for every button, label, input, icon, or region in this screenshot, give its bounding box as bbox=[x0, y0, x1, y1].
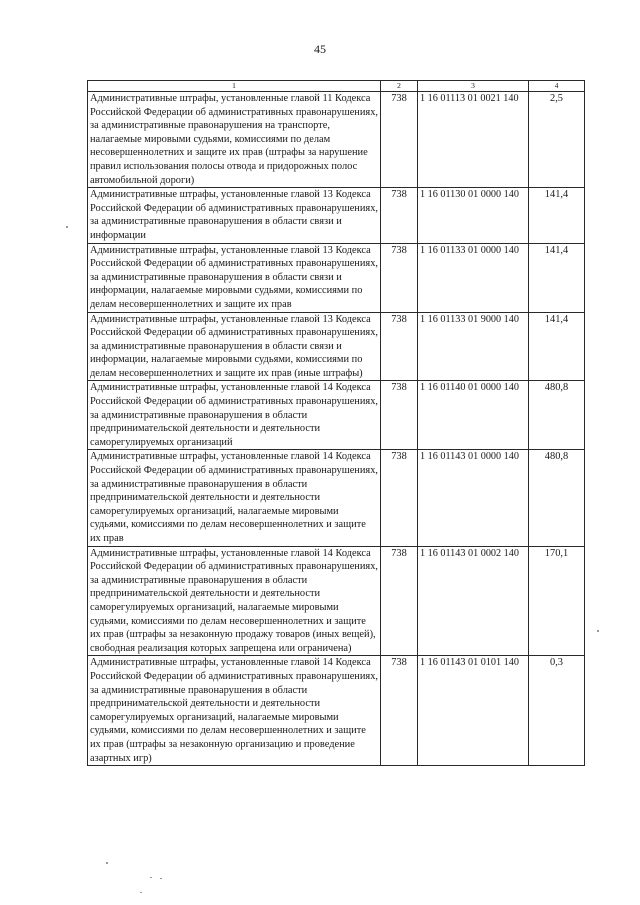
row-amount: 141,4 bbox=[529, 312, 585, 381]
row-amount: 141,4 bbox=[529, 188, 585, 243]
header-col-3: 3 bbox=[418, 81, 529, 92]
row-kbk-code: 1 16 01113 01 0021 140 bbox=[418, 92, 529, 188]
budget-revenue-table bbox=[87, 80, 585, 766]
table-header-row bbox=[88, 81, 585, 92]
table-row bbox=[88, 92, 585, 188]
header-col-1: 1 bbox=[88, 81, 381, 92]
row-admin-code: 738 bbox=[381, 450, 418, 546]
table-row bbox=[88, 450, 585, 546]
row-amount: 0,3 bbox=[529, 656, 585, 766]
row-amount: 170,1 bbox=[529, 546, 585, 656]
row-amount: 480,8 bbox=[529, 450, 585, 546]
row-kbk-code: 1 16 01130 01 0000 140 bbox=[418, 188, 529, 243]
table-row bbox=[88, 312, 585, 381]
row-amount: 2,5 bbox=[529, 92, 585, 188]
row-description: Административные штрафы, установленные главой 14 Кодекса Российской Федерации об административных правонарушениях, за административные правонарушения в области предпринимательской деятельности и деятельности саморегулируемых организаций bbox=[88, 381, 381, 450]
row-admin-code: 738 bbox=[381, 188, 418, 243]
scan-speck bbox=[66, 226, 68, 228]
row-description: Административные штрафы, установленные главой 13 Кодекса Российской Федерации об административных правонарушениях, за административные правонарушения в области связи и информации bbox=[88, 188, 381, 243]
scan-speck bbox=[150, 877, 152, 878]
table-row bbox=[88, 546, 585, 656]
table-row bbox=[88, 243, 585, 312]
header-col-2: 2 bbox=[381, 81, 418, 92]
table-row bbox=[88, 381, 585, 450]
page-number: 45 bbox=[314, 42, 326, 56]
row-description: Административные штрафы, установленные главой 14 Кодекса Российской Федерации об административных правонарушениях, за административные правонарушения в области предпринимательской деятельности и деятельности саморегулируемых организаций, налагаемые мировыми судьями, комиссиями по делам несовершеннолетних и защите их прав (штрафы за незаконную продажу товаров (иных вещей), свободная реализация которых запрещена или ограничена) bbox=[88, 546, 381, 656]
header-col-4: 4 bbox=[529, 81, 585, 92]
row-admin-code: 738 bbox=[381, 92, 418, 188]
row-description: Административные штрафы, установленные главой 14 Кодекса Российской Федерации об административных правонарушениях, за административные правонарушения в области предпринимательской деятельности и деятельности саморегулируемых организаций, налагаемые мировыми судьями, комиссиями по делам несовершеннолетних и защите их прав bbox=[88, 450, 381, 546]
scan-speck bbox=[597, 630, 599, 632]
row-description: Административные штрафы, установленные главой 13 Кодекса Российской Федерации об административных правонарушениях, за административные правонарушения в области связи и информации, налагаемые мировыми судьями, комиссиями по делам несовершеннолетних и защите их прав (иные штрафы) bbox=[88, 312, 381, 381]
row-amount: 480,8 bbox=[529, 381, 585, 450]
row-kbk-code: 1 16 01133 01 0000 140 bbox=[418, 243, 529, 312]
scan-speck bbox=[140, 892, 142, 893]
scan-speck bbox=[160, 878, 162, 879]
table-row bbox=[88, 188, 585, 243]
row-admin-code: 738 bbox=[381, 243, 418, 312]
row-admin-code: 738 bbox=[381, 656, 418, 766]
row-description: Административные штрафы, установленные главой 13 Кодекса Российской Федерации об административных правонарушениях, за административные правонарушения в области связи и информации, налагаемые мировыми судьями, комиссиями по делам несовершеннолетних и защите их прав bbox=[88, 243, 381, 312]
row-kbk-code: 1 16 01140 01 0000 140 bbox=[418, 381, 529, 450]
row-kbk-code: 1 16 01143 01 0002 140 bbox=[418, 546, 529, 656]
row-admin-code: 738 bbox=[381, 546, 418, 656]
row-description: Административные штрафы, установленные главой 11 Кодекса Российской Федерации об административных правонарушениях, за административные правонарушения на транспорте, налагаемые мировыми судьями, комиссиями по делам несовершеннолетних и защите их прав (штрафы за нарушение правил использования полосы отвода и придорожных полос автомобильной дороги) bbox=[88, 92, 381, 188]
row-description: Административные штрафы, установленные главой 14 Кодекса Российской Федерации об административных правонарушениях, за административные правонарушения в области предпринимательской деятельности и деятельности саморегулируемых организаций, налагаемые мировыми судьями, комиссиями по делам несовершеннолетних и защите их прав (штрафы за незаконную организацию и проведение азартных игр) bbox=[88, 656, 381, 766]
row-kbk-code: 1 16 01143 01 0000 140 bbox=[418, 450, 529, 546]
row-amount: 141,4 bbox=[529, 243, 585, 312]
table-row bbox=[88, 656, 585, 766]
row-kbk-code: 1 16 01133 01 9000 140 bbox=[418, 312, 529, 381]
row-admin-code: 738 bbox=[381, 312, 418, 381]
scan-speck bbox=[106, 862, 108, 864]
row-admin-code: 738 bbox=[381, 381, 418, 450]
row-kbk-code: 1 16 01143 01 0101 140 bbox=[418, 656, 529, 766]
